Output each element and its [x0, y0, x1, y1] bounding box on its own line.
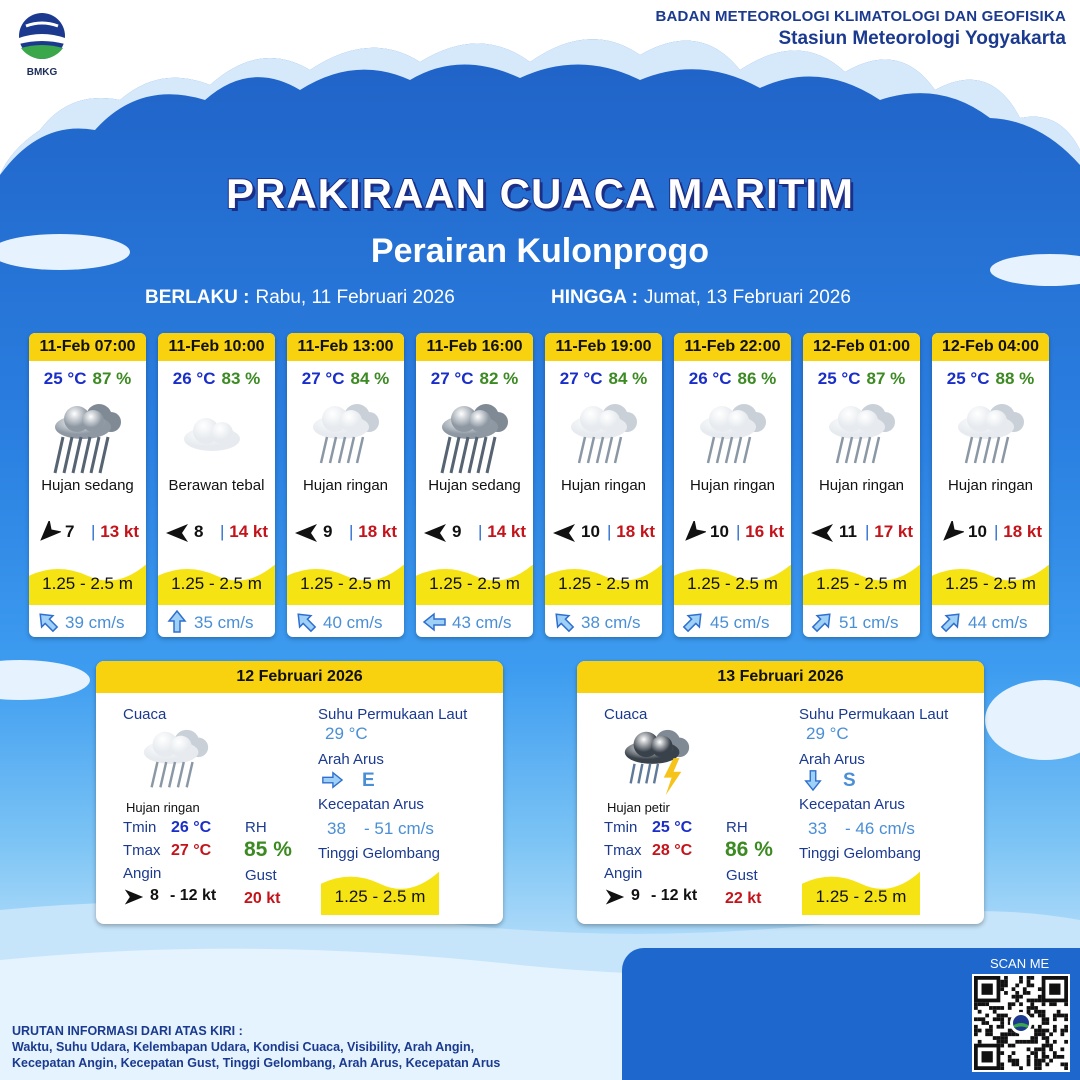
- temp-rh: [932, 361, 1049, 397]
- tmin-value: 26 °C: [171, 819, 212, 836]
- wave-height: [545, 560, 662, 605]
- wave-height: [321, 867, 439, 915]
- wave-label: Tinggi Gelombang: [318, 845, 441, 862]
- wind-speed-min: 9: [631, 887, 640, 904]
- weather-condition: Hujan sedang: [428, 477, 521, 494]
- logo-text: BMKG: [26, 67, 58, 78]
- footer-line-2: Kecepatan Angin, Kecepatan Gust, Tinggi Gelombang, Arah Arus, Kecepatan Arus: [12, 1056, 501, 1070]
- tmin-label: Tmin: [123, 819, 157, 836]
- wind-info: [803, 505, 920, 560]
- current-info: [674, 605, 791, 637]
- valid-from-value: Rabu, 11 Februari 2026: [255, 287, 455, 308]
- gust-speed: 18 kt: [616, 522, 655, 541]
- wave-height-value: 1.25 - 2.5 m: [558, 574, 649, 593]
- air-temp: 25 °C: [817, 369, 861, 388]
- valid-from-label: BERLAKU :: [145, 287, 250, 308]
- forecast-time: 11-Feb 16:00: [416, 333, 533, 361]
- separator: |: [220, 522, 225, 541]
- current-speed: 45 cm/s: [710, 613, 770, 632]
- wave-height: [802, 867, 920, 915]
- wind-direction-icon: [35, 521, 61, 550]
- separator: |: [994, 522, 999, 541]
- wind-info: [158, 505, 275, 560]
- wave-height: [674, 560, 791, 605]
- tmax-label: Tmax: [604, 842, 642, 859]
- footer-line-1: Waktu, Suhu Udara, Kelembapan Udara, Kondisi Cuaca, Visibility, Arah Angin,: [12, 1040, 475, 1054]
- weather-condition: Hujan ringan: [947, 477, 1034, 494]
- forecast-card: [29, 333, 146, 637]
- rh-value: 86 %: [725, 838, 773, 861]
- separator: |: [607, 522, 612, 541]
- current-speed-label: Kecepatan Arus: [318, 796, 424, 813]
- qr-code-icon[interactable]: [972, 974, 1070, 1072]
- weather-condition: Hujan petir: [607, 800, 670, 815]
- sst-value: 29 °C: [325, 724, 368, 743]
- bmkg-logo: [16, 12, 68, 78]
- wind-speed: 11: [839, 522, 857, 541]
- gust-speed: 14 kt: [229, 522, 268, 541]
- current-direction-icon: [422, 610, 448, 637]
- forecast-card: [158, 333, 275, 637]
- wind-info: [416, 505, 533, 560]
- sst-label: Suhu Permukaan Laut: [799, 706, 949, 723]
- temp-rh: [416, 361, 533, 397]
- footer-legend: [12, 1023, 500, 1071]
- wave-height-value: 1.25 - 2.5 m: [687, 574, 778, 593]
- wind-speed: 10: [581, 522, 600, 541]
- wave-height: [416, 560, 533, 605]
- wave-height-value: 1.25 - 2.5 m: [300, 574, 391, 593]
- humidity: 84 %: [350, 369, 390, 388]
- light-rain-icon: [136, 723, 214, 804]
- daily-summary-card: [577, 661, 984, 924]
- rh-label: RH: [726, 819, 748, 836]
- forecast-time: 12-Feb 04:00: [932, 333, 1049, 361]
- footer-title: URUTAN INFORMASI DARI ATAS KIRI :: [12, 1024, 243, 1038]
- temp-rh: [287, 361, 404, 397]
- humidity: 87 %: [92, 369, 132, 388]
- current-speed: 35 cm/s: [194, 613, 254, 632]
- scan-label: SCAN ME: [990, 956, 1050, 971]
- current-speed: 39 cm/s: [65, 613, 125, 632]
- tmin-label: Tmin: [604, 819, 638, 836]
- wind-direction-icon: [604, 887, 626, 912]
- light-rain-icon: [674, 397, 791, 475]
- wind-direction-icon: [293, 521, 319, 550]
- thunderstorm-icon: [617, 723, 695, 804]
- page-subtitle: Perairan Kulonprogo: [370, 232, 710, 270]
- current-direction-icon: [680, 610, 706, 637]
- gust-speed: 18 kt: [1003, 522, 1042, 541]
- gust-label: Gust: [245, 867, 277, 884]
- current-speed-max: - 51 cm/s: [364, 819, 434, 838]
- weather-condition: Berawan tebal: [168, 477, 265, 494]
- wind-direction-icon: [123, 887, 145, 912]
- wind-info: [287, 505, 404, 560]
- forecast-card: [287, 333, 404, 637]
- weather-condition: Hujan ringan: [560, 477, 647, 494]
- air-temp: 27 °C: [430, 369, 474, 388]
- forecast-time: 11-Feb 19:00: [545, 333, 662, 361]
- gust-value: 22 kt: [725, 890, 762, 907]
- gust-speed: 18 kt: [358, 522, 397, 541]
- forecast-time: 11-Feb 10:00: [158, 333, 275, 361]
- current-speed: 44 cm/s: [968, 613, 1028, 632]
- wind-direction-icon: [809, 521, 835, 550]
- current-speed-min: 33: [808, 819, 827, 838]
- weather-condition: Hujan ringan: [818, 477, 905, 494]
- wind-speed: 10: [968, 522, 987, 541]
- wind-speed: 9: [452, 522, 462, 541]
- summary-date: 13 Februari 2026: [577, 661, 984, 693]
- current-info: [932, 605, 1049, 637]
- gust-speed: 17 kt: [874, 522, 913, 541]
- current-info: [803, 605, 920, 637]
- current-info: [287, 605, 404, 637]
- weather-condition: Hujan ringan: [689, 477, 776, 494]
- wind-speed-max: - 12 kt: [651, 887, 698, 904]
- separator: |: [478, 522, 483, 541]
- forecast-card: [416, 333, 533, 637]
- light-rain-icon: [932, 397, 1049, 475]
- wind-info: [932, 505, 1049, 560]
- air-temp: 27 °C: [559, 369, 603, 388]
- wave-height-value: 1.25 - 2.5 m: [429, 574, 520, 593]
- forecast-card: [674, 333, 791, 637]
- wave-height: [803, 560, 920, 605]
- weather-condition: Hujan ringan: [126, 800, 200, 815]
- forecast-card: [932, 333, 1049, 637]
- current-direction-icon: [164, 610, 190, 637]
- air-temp: 26 °C: [172, 369, 216, 388]
- gust-speed: 16 kt: [745, 522, 784, 541]
- current-direction-label: Arah Arus: [318, 751, 384, 768]
- current-direction-value: E: [362, 770, 375, 791]
- wind-speed: 7: [65, 522, 75, 541]
- current-speed: 51 cm/s: [839, 613, 899, 632]
- wave-height-value: 1.25 - 2.5 m: [334, 887, 426, 906]
- wind-direction-icon: [551, 521, 577, 550]
- tmin-value: 25 °C: [652, 819, 693, 836]
- page-title: PRAKIRAAN CUACA MARITIM: [225, 170, 855, 217]
- wave-height: [932, 560, 1049, 605]
- humidity: 87 %: [866, 369, 906, 388]
- wave-height: [158, 560, 275, 605]
- temp-rh: [674, 361, 791, 397]
- wave-height: [29, 560, 146, 605]
- agency-name: BADAN METEOROLOGI KLIMATOLOGI DAN GEOFISIKA: [655, 8, 1066, 25]
- forecast-card: [545, 333, 662, 637]
- wave-height-value: 1.25 - 2.5 m: [815, 887, 907, 906]
- current-info: [29, 605, 146, 637]
- wind-direction-icon: [938, 521, 964, 550]
- temp-rh: [29, 361, 146, 397]
- current-info: [545, 605, 662, 637]
- humidity: 82 %: [479, 369, 519, 388]
- wave-label: Tinggi Gelombang: [799, 845, 922, 862]
- forecast-time: 11-Feb 22:00: [674, 333, 791, 361]
- sst-label: Suhu Permukaan Laut: [318, 706, 468, 723]
- separator: |: [736, 522, 741, 541]
- wind-info: [29, 505, 146, 560]
- rh-label: RH: [245, 819, 267, 836]
- wave-height: [287, 560, 404, 605]
- air-temp: 27 °C: [301, 369, 345, 388]
- forecast-time: 12-Feb 01:00: [803, 333, 920, 361]
- weather-label: Cuaca: [604, 706, 648, 723]
- valid-to-label: HINGGA :: [551, 287, 638, 308]
- wave-height-value: 1.25 - 2.5 m: [42, 574, 133, 593]
- separator: |: [865, 522, 870, 541]
- heavy-rain-icon: [29, 397, 146, 475]
- current-direction-icon: [938, 610, 964, 637]
- tmax-value: 27 °C: [171, 842, 212, 859]
- weather-condition: Hujan ringan: [302, 477, 389, 494]
- daily-summary-card: [96, 661, 503, 924]
- gust-label: Gust: [726, 867, 758, 884]
- wind-direction-icon: [680, 521, 706, 550]
- heavy-rain-icon: [416, 397, 533, 475]
- wind-label: Angin: [123, 865, 162, 882]
- light-rain-icon: [287, 397, 404, 475]
- valid-to: [551, 287, 851, 309]
- current-info: [158, 605, 275, 637]
- air-temp: 26 °C: [688, 369, 732, 388]
- wind-info: [674, 505, 791, 560]
- current-speed-label: Kecepatan Arus: [799, 796, 905, 813]
- separator: |: [91, 522, 96, 541]
- humidity: 86 %: [737, 369, 777, 388]
- separator: |: [349, 522, 354, 541]
- wind-direction-icon: [164, 521, 190, 550]
- agency-header: [655, 8, 1066, 50]
- gust-speed: 14 kt: [487, 522, 526, 541]
- gust-value: 20 kt: [244, 890, 281, 907]
- valid-from: [145, 287, 455, 309]
- current-direction-label: Arah Arus: [799, 751, 865, 768]
- tmax-label: Tmax: [123, 842, 161, 859]
- wave-height-value: 1.25 - 2.5 m: [945, 574, 1036, 593]
- wind-speed-max: - 12 kt: [170, 887, 217, 904]
- gust-speed: 13 kt: [100, 522, 139, 541]
- humidity: 83 %: [221, 369, 261, 388]
- bmkg-emblem-icon: [16, 12, 68, 62]
- light-rain-icon: [803, 397, 920, 475]
- valid-to-value: Jumat, 13 Februari 2026: [643, 287, 851, 308]
- current-speed: 40 cm/s: [323, 613, 383, 632]
- wind-speed: 10: [710, 522, 729, 541]
- current-speed-max: - 46 cm/s: [845, 819, 915, 838]
- sst-value: 29 °C: [806, 724, 849, 743]
- cloudy-icon: [158, 397, 275, 475]
- current-direction-icon: [551, 610, 577, 637]
- wave-height-value: 1.25 - 2.5 m: [171, 574, 262, 593]
- temp-rh: [803, 361, 920, 397]
- wind-label: Angin: [604, 865, 643, 882]
- wave-height-value: 1.25 - 2.5 m: [816, 574, 907, 593]
- wind-info: [545, 505, 662, 560]
- tmax-value: 28 °C: [652, 842, 693, 859]
- air-temp: 25 °C: [43, 369, 87, 388]
- light-rain-icon: [545, 397, 662, 475]
- weather-label: Cuaca: [123, 706, 167, 723]
- station-name: Stasiun Meteorologi Yogyakarta: [778, 28, 1066, 49]
- current-info: [416, 605, 533, 637]
- humidity: 88 %: [995, 369, 1035, 388]
- current-direction-icon: [801, 769, 825, 796]
- temp-rh: [158, 361, 275, 397]
- current-direction-icon: [809, 610, 835, 637]
- temp-rh: [545, 361, 662, 397]
- air-temp: 25 °C: [946, 369, 990, 388]
- forecast-time: 11-Feb 13:00: [287, 333, 404, 361]
- humidity: 84 %: [608, 369, 648, 388]
- wind-speed: 9: [323, 522, 333, 541]
- current-speed-min: 38: [327, 819, 346, 838]
- forecast-time: 11-Feb 07:00: [29, 333, 146, 361]
- current-speed: 43 cm/s: [452, 613, 512, 632]
- wind-speed: 8: [194, 522, 204, 541]
- wind-speed-min: 8: [150, 887, 159, 904]
- wind-direction-icon: [422, 521, 448, 550]
- forecast-card: [803, 333, 920, 637]
- current-direction-icon: [35, 610, 61, 637]
- current-direction-icon: [293, 610, 319, 637]
- current-direction-icon: [320, 769, 344, 796]
- weather-condition: Hujan sedang: [41, 477, 134, 494]
- rh-value: 85 %: [244, 838, 292, 861]
- summary-date: 12 Februari 2026: [96, 661, 503, 693]
- current-speed: 38 cm/s: [581, 613, 641, 632]
- current-direction-value: S: [843, 770, 856, 791]
